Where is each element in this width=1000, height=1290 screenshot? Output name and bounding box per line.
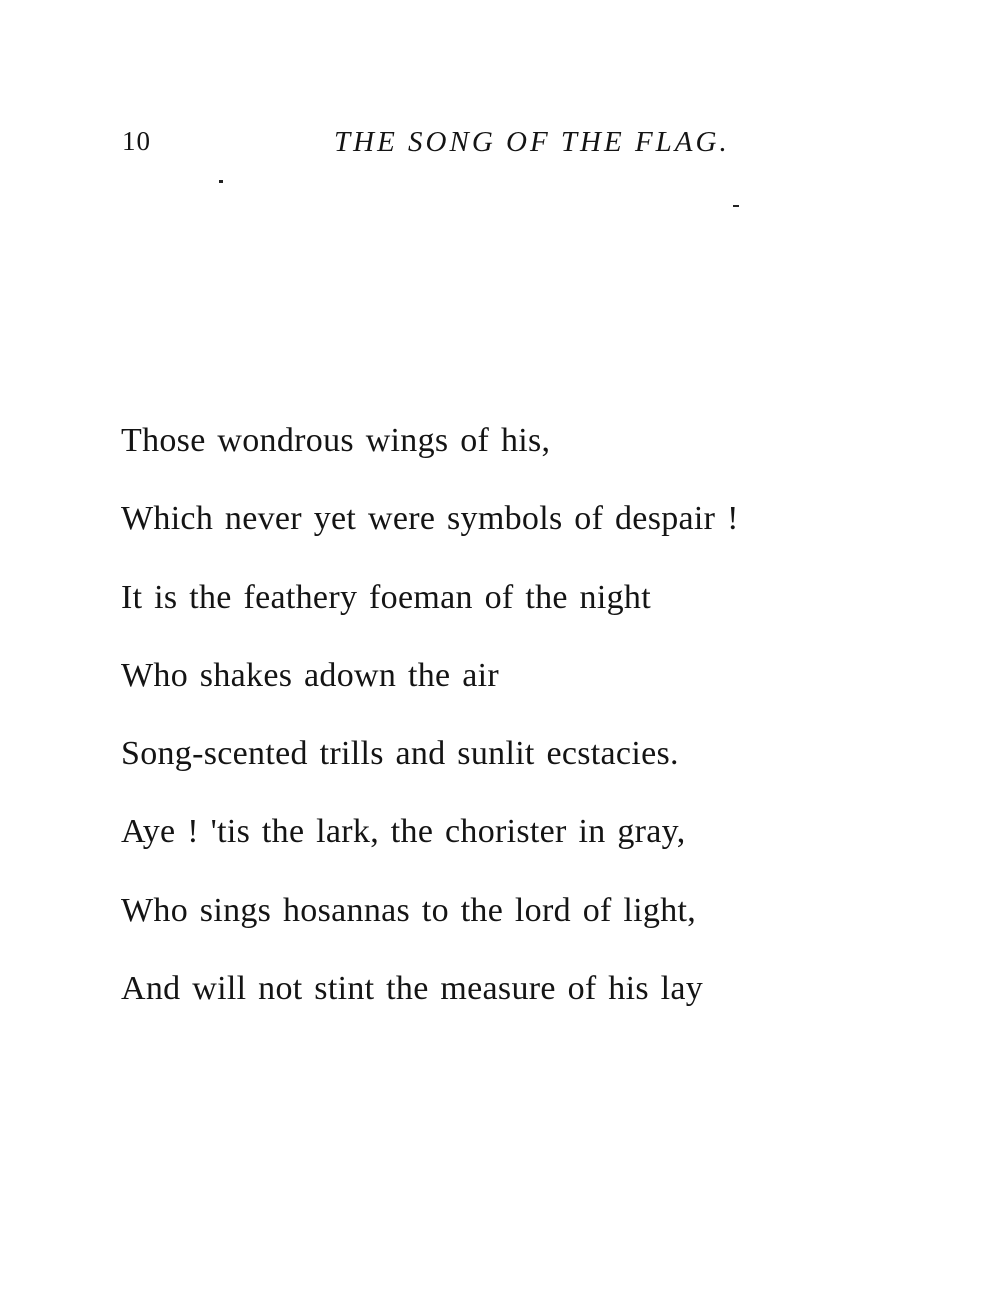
poem-line: Which never yet were symbols of despair ! (121, 500, 739, 538)
poem-line: Those wondrous wings of his, (121, 422, 551, 459)
poem-line: Who shakes adown the air (121, 656, 499, 694)
page-number: 10 (122, 126, 151, 156)
poem-line: Who sings hosannas to the lord of light, (121, 891, 697, 929)
print-speck (733, 205, 739, 207)
poem-stanza (121, 424, 881, 1050)
poem-line: And will not stint the measure of his lay (121, 970, 704, 1008)
print-speck (219, 180, 223, 183)
poem-line: Aye ! 'tis the lark, the chorister in gray, (121, 813, 686, 851)
running-head-title: THE SONG OF THE FLAG. (334, 126, 730, 158)
poem-line: Song-scented trills and sunlit ecstacies. (121, 735, 679, 773)
poem-line: It is the feathery foeman of the night (121, 578, 651, 616)
